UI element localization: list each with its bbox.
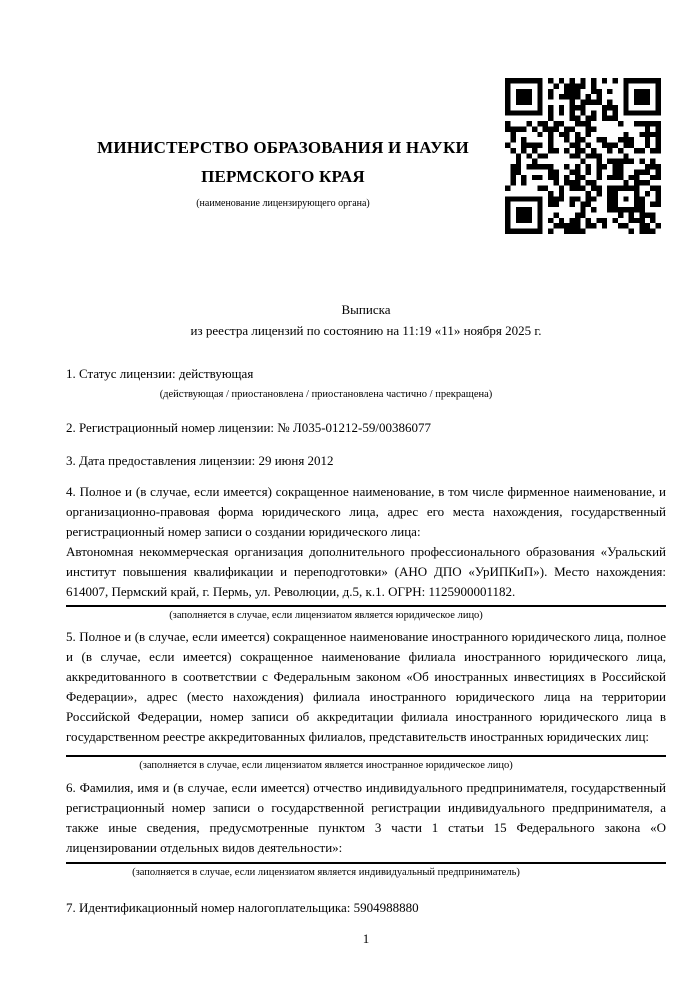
registration-number-text: 2. Регистрационный номер лицензии: № Л035-01212-59/00386077 [66, 420, 432, 435]
entrepreneur-note: (заполняется в случае, если лицензиатом является индивидуальный предприниматель) [132, 867, 520, 878]
section-entrepreneur [66, 778, 666, 880]
page-number: 1 [362, 931, 370, 946]
license-status-text: 1. Статус лицензии: действующая [66, 366, 254, 381]
ministry-name-line1: МИНИСТЕРСТВО ОБРАЗОВАНИЯ И НАУКИ [97, 138, 469, 157]
section-license-status [66, 364, 666, 402]
section-grant-date [66, 451, 666, 471]
section-taxpayer-id [66, 898, 666, 918]
legal-entity-label: 4. Полное и (в случае, если имеется) сокращенное наименование, в том числе фирменное наименование, и организационно-правовая форма юридического лица, адрес его места нахождения, государственный регистрационный номер записи о создании юридического лица: [66, 484, 666, 539]
section-foreign-entity [66, 627, 666, 773]
document-title-line1: Выписка [341, 302, 391, 317]
foreign-entity-note: (заполняется в случае, если лицензиатом является иностранное юридическое лицо) [139, 760, 513, 771]
ministry-name-line2: ПЕРМСКОГО КРАЯ [201, 167, 365, 186]
grant-date-text: 3. Дата предоставления лицензии: 29 июня 2012 [66, 453, 334, 468]
ministry-name-note: (наименование лицензирующего органа) [196, 198, 370, 209]
taxpayer-id-text: 7. Идентификационный номер налогоплательщика: 5904988880 [66, 900, 419, 915]
legal-entity-underline [66, 605, 666, 607]
entrepreneur-underline [66, 862, 666, 864]
section-legal-entity [66, 482, 666, 623]
foreign-entity-underline [66, 755, 666, 757]
legal-entity-note: (заполняется в случае, если лицензиатом является юридическое лицо) [169, 610, 483, 621]
legal-entity-value: Автономная некоммерческая организация дополнительного профессионального образования «Уральский институт повышения квалификации и переподготовки» (АНО ДПО «УрИПКиП»). Место нахождения: 614007, Пермский край, г. Пермь, ул. Революции, д.5, к.1. ОГРН: 1125900001182. [66, 544, 666, 599]
document-title-line2: из реестра лицензий по состоянию на 11:19 «11» ноября 2025 г. [190, 323, 542, 338]
license-status-note: (действующая / приостановлена / приостановлена частично / прекращена) [159, 389, 493, 400]
document-body [66, 0, 666, 989]
foreign-entity-label: 5. Полное и (в случае, если имеется) сокращенное наименование иностранного юридического лица, полное и (в случае, если имеется) сокращенное наименование филиала иностранного юридического лица, аккредитованного в соответствии с Федеральным законом «Об иностранных инвестициях в Российской Федерации», адрес (место нахождения) филиала иностранного юридического лица на территории Российской Федерации, номер записи об аккредитации филиала иностранного юридического лица в государственном реестре аккредитованных филиалов, представительств иностранных юридических лиц: [66, 629, 666, 744]
entrepreneur-label: 6. Фамилия, имя и (в случае, если имеется) отчество индивидуального предпринимателя, государственный регистрационный номер записи о государственной регистрации индивидуального предпринимателя, а также иные сведения, предусмотренные пунктом 3 части 1 статьи 15 Федерального закона «О лицензировании отдельных видов деятельности»: [66, 780, 666, 855]
section-registration-number [66, 418, 666, 438]
document-title [66, 299, 666, 341]
